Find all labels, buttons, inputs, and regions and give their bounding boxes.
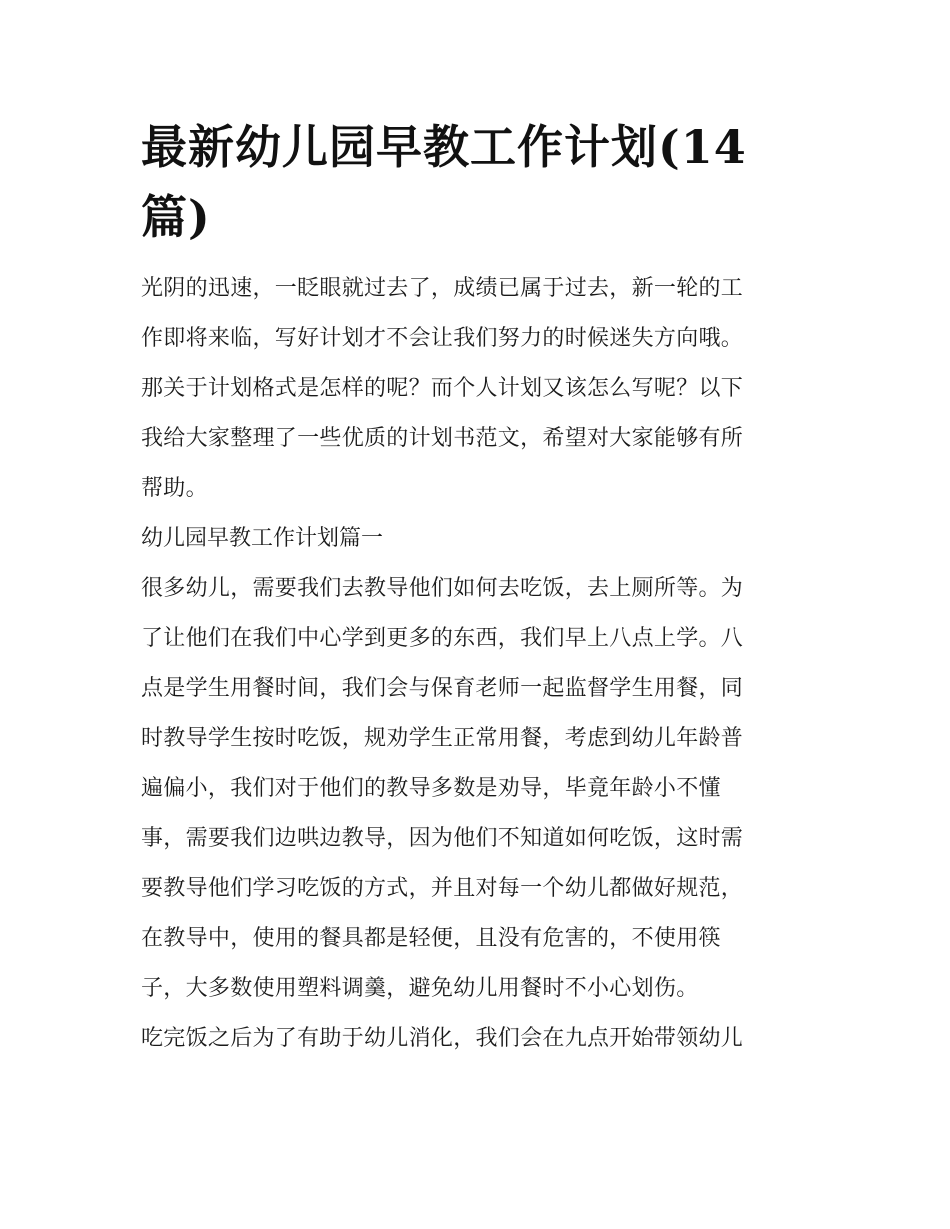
- document-content: [141, 112, 813, 1064]
- text-line: 那关于计划格式是怎样的呢？而个人计划又该怎么写呢？以下: [141, 376, 744, 401]
- page-title: [141, 112, 813, 252]
- body-paragraph-1: [141, 564, 813, 1014]
- text-line: 点是学生用餐时间，我们会与保育老师一起监督学生用餐，同: [141, 676, 744, 701]
- text-line: 帮助。: [141, 476, 208, 501]
- text-line: 要教导他们学习吃饭的方式，并且对每一个幼儿都做好规范，: [141, 876, 744, 901]
- text-line: 了让他们在我们中心学到更多的东西，我们早上八点上学。八: [141, 626, 744, 651]
- text-line: 吃完饭之后为了有助于幼儿消化，我们会在九点开始带领幼儿: [141, 1026, 744, 1051]
- text-line: 很多幼儿，需要我们去教导他们如何去吃饭，去上厕所等。为: [141, 576, 744, 601]
- text-line: 子，大多数使用塑料调羹，避免幼儿用餐时不小心划伤。: [141, 976, 699, 1001]
- text-line: 遍偏小，我们对于他们的教导多数是劝导，毕竟年龄小不懂: [141, 776, 721, 801]
- text-line: 光阴的迅速，一眨眼就过去了，成绩已属于过去，新一轮的工: [141, 276, 744, 301]
- body-paragraph-2: [141, 1014, 813, 1064]
- title-line: 最新幼儿园早教工作计划(14: [141, 120, 747, 174]
- title-line: 篇): [141, 190, 211, 244]
- text-line: 事，需要我们边哄边教导，因为他们不知道如何吃饭，这时需: [141, 826, 744, 851]
- intro-paragraph: [141, 264, 813, 514]
- text-line: 时教导学生按时吃饭，规劝学生正常用餐，考虑到幼儿年龄普: [141, 726, 744, 751]
- text-line: 在教导中，使用的餐具都是轻便，且没有危害的，不使用筷: [141, 926, 721, 951]
- section-heading: 幼儿园早教工作计划篇一: [141, 526, 384, 551]
- text-line: 作即将来临，写好计划才不会让我们努力的时候迷失方向哦。: [141, 326, 744, 351]
- text-line: 我给大家整理了一些优质的计划书范文，希望对大家能够有所: [141, 426, 744, 451]
